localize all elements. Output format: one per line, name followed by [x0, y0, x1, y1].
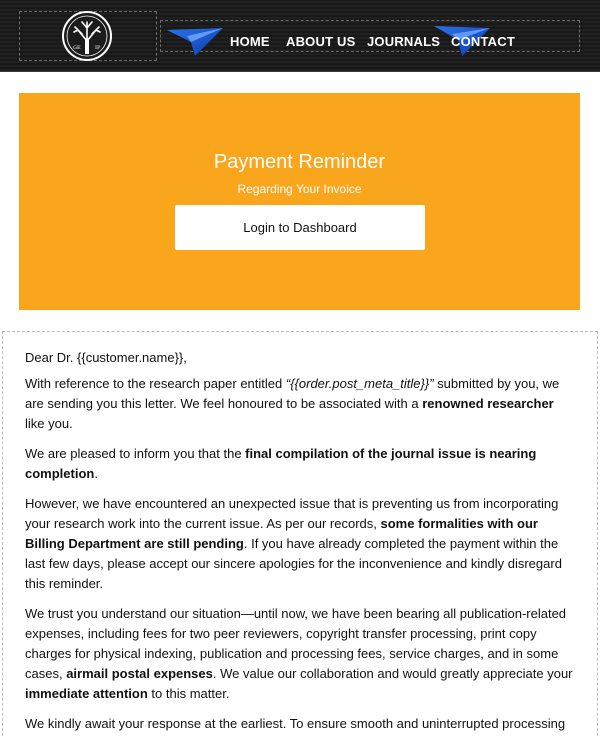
payment-reminder-banner	[19, 93, 580, 310]
text: . If you have already completed the payment within the last few days, please accept our sincere apologies for the inconvenience and kindly disregard this reminder.	[25, 536, 562, 591]
main-nav	[0, 34, 600, 50]
logo-initials-left: GE	[73, 45, 81, 51]
letter-paragraph	[25, 604, 575, 704]
letter-body	[2, 331, 598, 736]
letter-paragraph: We kindly await your response at the earliest. To ensure smooth and uninterrupted processing	[25, 716, 566, 731]
nav-about-link[interactable]: ABOUT US	[286, 34, 356, 49]
nav-contact-link[interactable]: CONTACT	[451, 34, 515, 49]
site-header	[0, 0, 600, 72]
nav-home-link[interactable]: HOME	[230, 34, 270, 49]
text: like you.	[25, 416, 73, 431]
emphasis: renowned researcher	[422, 396, 554, 411]
text: . We value our collaboration and would greatly appreciate your	[212, 666, 573, 681]
emphasis: airmail postal expenses	[66, 666, 213, 681]
emphasis: some formalities with our Billing Department are still pending	[25, 516, 538, 551]
letter-greeting: Dear Dr. {{customer.name}},	[25, 350, 187, 365]
banner-subtitle: Regarding Your Invoice	[237, 182, 362, 196]
text: However, we have encountered an unexpected issue that is preventing us from incorporating your research work into the current issue. As per our records,	[25, 496, 559, 531]
emphasis: immediate attention	[25, 686, 148, 701]
letter-paragraph	[25, 494, 575, 594]
text: submitted by you, we are sending you this letter. We feel honoured to be associated with a	[25, 376, 560, 411]
text: We are pleased to inform you that the	[25, 446, 246, 461]
emphasis: final compilation of the journal issue is nearing completion	[25, 446, 537, 481]
letter-paragraph	[25, 374, 575, 434]
nav-journals-link[interactable]: JOURNALS	[367, 34, 441, 49]
paper-title: “{{order.post_meta_title}}”	[285, 376, 434, 391]
text: With reference to the research paper entitled	[25, 376, 286, 391]
text: .	[94, 466, 98, 481]
login-dashboard-button[interactable]: Login to Dashboard	[175, 205, 425, 250]
logo-initials-right: IP	[95, 45, 101, 51]
banner-title: Payment Reminder	[213, 151, 386, 173]
text: to this matter.	[147, 686, 230, 701]
letter-paragraph	[25, 444, 575, 484]
text: We trust you understand our situation—until now, we have been bearing all publication-related expenses, including fees for two peer reviewers, copyright transfer processing, print copy charges for physical indexing, publication and processing fees, service charges, and in some cases,	[25, 606, 567, 681]
